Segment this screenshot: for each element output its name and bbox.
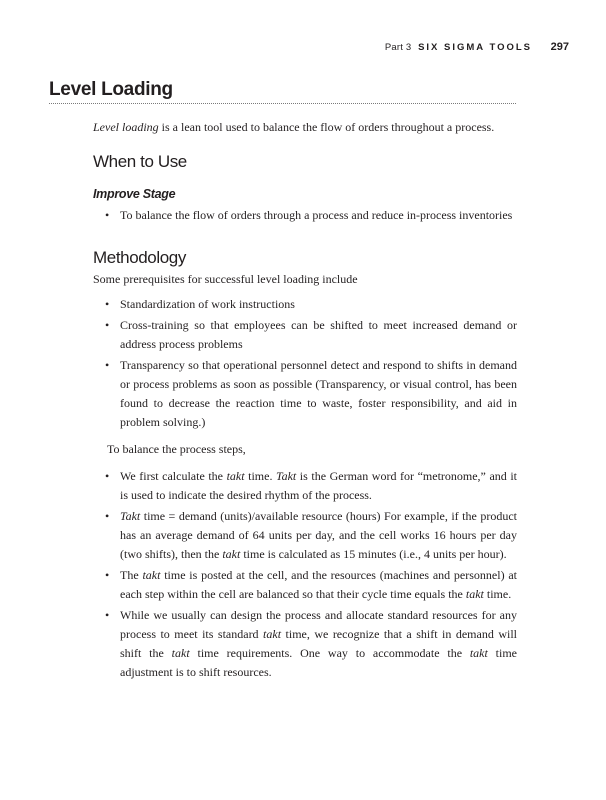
list-item	[93, 566, 517, 604]
running-header	[385, 41, 569, 53]
step-text: time is calculated as 15 minutes (i.e., 4 units per hour).	[240, 547, 507, 561]
step-text: time.	[244, 469, 277, 483]
takt-term: takt	[142, 568, 161, 582]
list-item	[93, 507, 517, 564]
intro-term: Level loading	[93, 120, 159, 134]
takt-term: takt	[263, 627, 282, 641]
stage-subheading: Improve Stage	[93, 187, 176, 201]
step-text: is the German word for “metronome,” and it is used to indicate the desired rhythm of the process.	[120, 469, 517, 502]
list-item: • To balance the flow of orders through a process and reduce in-process inventories	[93, 206, 517, 225]
title-divider	[49, 103, 516, 104]
takt-term: Takt	[276, 469, 297, 483]
prerequisites-list	[93, 295, 517, 432]
intro-text: is a lean tool used to balance the flow of orders throughout a process.	[158, 120, 495, 134]
balance-intro: To balance the process steps,	[107, 442, 246, 456]
list-item: • Standardization of work instructions	[93, 295, 517, 314]
takt-term: takt	[469, 646, 488, 660]
takt-term: takt	[171, 646, 190, 660]
step-text: time, we recognize that a shift in demand will shift the	[120, 627, 517, 660]
step-text: time adjustment is to shift resources.	[120, 646, 517, 679]
prereq-intro: Some prerequisites for successful level loading include	[93, 272, 358, 286]
takt-term: takt	[222, 547, 241, 561]
page-title: Level Loading	[49, 79, 173, 100]
step-text: We first calculate the	[120, 469, 227, 483]
takt-term: takt	[465, 587, 484, 601]
part-label: Part 3	[384, 42, 412, 53]
methodology-heading: Methodology	[93, 248, 186, 267]
step-text: time.	[483, 587, 512, 601]
steps-list	[93, 467, 517, 682]
step-text: While we usually can design the process and allocate standard resources for any process to meet its standard	[120, 608, 517, 641]
step-text: time is posted at the cell, and the resources (machines and personnel) at each step within the cell are balanced so that their cycle time equals the	[120, 568, 518, 601]
main-content	[93, 118, 517, 684]
page-number: 297	[550, 41, 569, 53]
list-item	[93, 606, 517, 682]
intro-paragraph	[93, 118, 517, 137]
when-to-use-heading: When to Use	[93, 152, 187, 171]
list-item: • Cross-training so that employees can be shifted to meet increased demand or address process problems	[93, 316, 517, 354]
takt-term: takt	[226, 469, 245, 483]
step-text: The	[120, 568, 143, 582]
step-text: time = demand (units)/available resource (hours) For example, if the product has an average demand of 64 units per day, and the cell works 16 hours per day (two shifts), then the	[120, 509, 517, 561]
section-name: SIX SIGMA TOOLS	[418, 42, 532, 53]
list-item	[93, 467, 517, 505]
list-item: • Transparency so that operational personnel detect and respond to shifts in demand or process problems as soon as possible (Transparency, or visual control, has been found to decrease the reaction time to waste, foster responsibility, and aid in problem solving.)	[93, 356, 517, 432]
step-text: time requirements. One way to accommodate the	[189, 646, 470, 660]
when-to-use-list	[93, 206, 517, 225]
takt-term: Takt	[120, 509, 141, 523]
